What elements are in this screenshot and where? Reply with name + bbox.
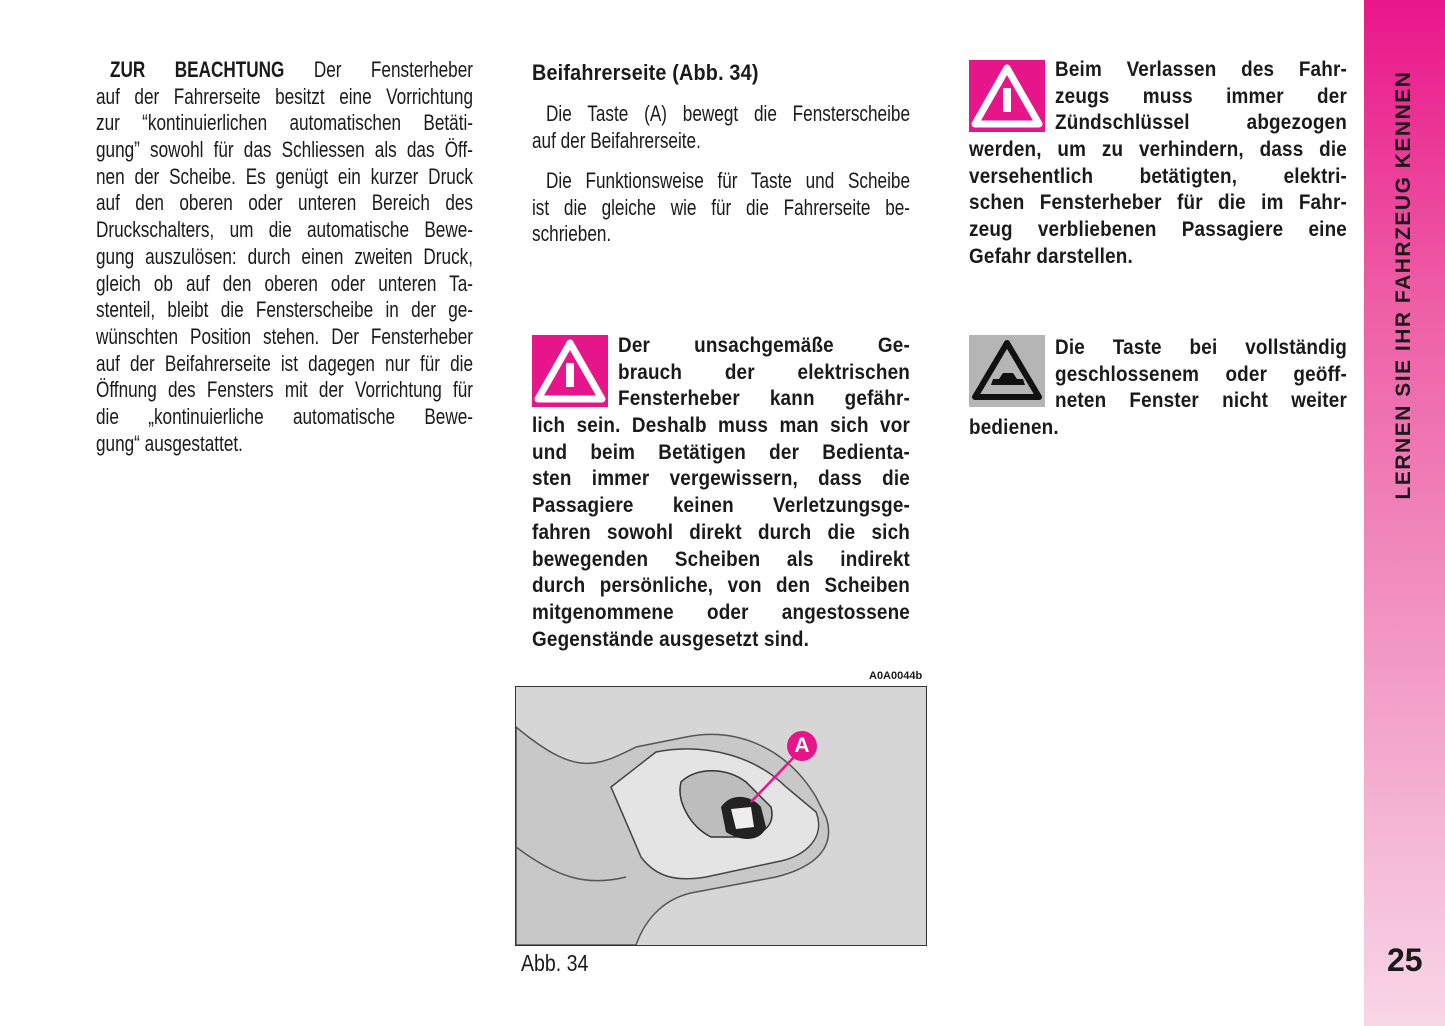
note-text-window-button — [969, 335, 1347, 442]
text-line: nen der Scheibe. Es genügt ein kurzer Druck — [96, 163, 473, 189]
text-line: versehentlich betätigten, elektri- — [969, 164, 1347, 188]
text-line: gung” sowohl für das Schliessen als das Öff- — [96, 137, 473, 163]
warning-text-misuse — [532, 333, 910, 653]
chapter-title: LERNEN SIE IHR FAHRZEUG KENNEN — [1392, 70, 1415, 500]
text-line: stenteil, bleibt die Fensterscheibe in der ge- — [96, 297, 473, 323]
text-line: Gegenstände ausgesetzt sind. — [532, 627, 810, 651]
text-line: wünschten Position stehen. Der Fensterheber — [96, 323, 473, 349]
figure-code: A0A0044b — [869, 670, 923, 682]
text-line: ist die gleiche wie für die Fahrerseite be- — [532, 194, 910, 220]
paragraph-1 — [532, 101, 910, 154]
text-line: auf der Fahrerseite besitzt eine Vorrichtung — [96, 83, 473, 109]
callout-a: A — [787, 731, 817, 761]
text-line: gung“ ausgestattet. — [96, 430, 243, 456]
note-paragraph — [96, 57, 473, 457]
text-line: gung auszulösen: durch einen zweiten Druck, — [96, 243, 473, 269]
text-line: Zündschlüssel abgezogen — [1054, 111, 1347, 135]
text-line: Druckschalters, um die automatische Bewe- — [96, 217, 473, 243]
text-line: fahren sowohl direkt durch die sich — [532, 520, 910, 544]
text-line: zeugs muss immer der — [1054, 84, 1347, 108]
text-line: mitgenommene oder angestossene — [532, 600, 910, 624]
text-line: lich sein. Deshalb muss man sich vor — [532, 414, 910, 438]
text-line: auf den oberen oder unteren Bereich des — [96, 190, 473, 216]
text-line: schrieben. — [532, 221, 612, 247]
text-line: ZUR BEACHTUNG Der Fensterheber — [110, 57, 473, 82]
text-line: auf der Beifahrerseite ist dagegen nur für die — [96, 350, 473, 376]
warning-text-ignition-key — [969, 57, 1347, 271]
window-switch-illustration — [516, 687, 926, 945]
text-line: Der unsachgemäße Ge- — [617, 334, 910, 357]
text-line: Die Funktionsweise für Taste und Scheibe — [546, 168, 910, 193]
text-line: sten immer vergewissern, dass die — [532, 467, 910, 491]
text-line: brauch der elektrischen — [617, 360, 910, 384]
text-line: auf der Beifahrerseite. — [532, 127, 701, 153]
text-line: gleich ob auf den oberen oder unteren Ta- — [96, 270, 473, 296]
page-number: 25 — [1387, 942, 1423, 978]
text-line: Beim Verlassen des Fahr- — [1054, 58, 1347, 81]
text-line: werden, um zu verhindern, dass die — [969, 138, 1347, 162]
text-line: Öffnung des Fensters mit der Vorrichtung für — [96, 377, 473, 403]
section-heading: Beifahrerseite (Abb. 34) — [532, 60, 759, 85]
text-line: Fensterheber kann gefähr- — [617, 387, 910, 411]
text-line: zeug verbliebenen Passagiere eine — [969, 218, 1347, 242]
text-line: geschlossenem oder geöff- — [1054, 362, 1347, 386]
text-line: Gefahr darstellen. — [969, 244, 1133, 268]
text-line: bewegenden Scheiben als indirekt — [532, 547, 910, 571]
figure-caption: Abb. 34 — [521, 950, 589, 976]
text-line: Passagiere keinen Verletzungsge- — [532, 494, 910, 518]
text-line: neten Fenster nicht weiter — [1054, 389, 1347, 413]
text-line: Die Taste (A) bewegt die Fensterscheibe — [546, 101, 910, 126]
text-line: zur “kontinuierlichen automatischen Betäti- — [96, 110, 473, 136]
paragraph-2 — [532, 168, 910, 248]
figure-window-switch — [515, 686, 927, 946]
text-line: die „kontinuierliche automatische Bewe- — [96, 403, 473, 429]
text-line: durch persönliche, von den Scheiben — [532, 574, 910, 598]
text-line: Die Taste bei vollständig — [1054, 336, 1347, 359]
text-line: schen Fensterheber für die im Fahr- — [969, 191, 1347, 215]
text-line: und beim Betätigen der Bedienta- — [532, 440, 910, 464]
text-line: bedienen. — [969, 416, 1059, 440]
